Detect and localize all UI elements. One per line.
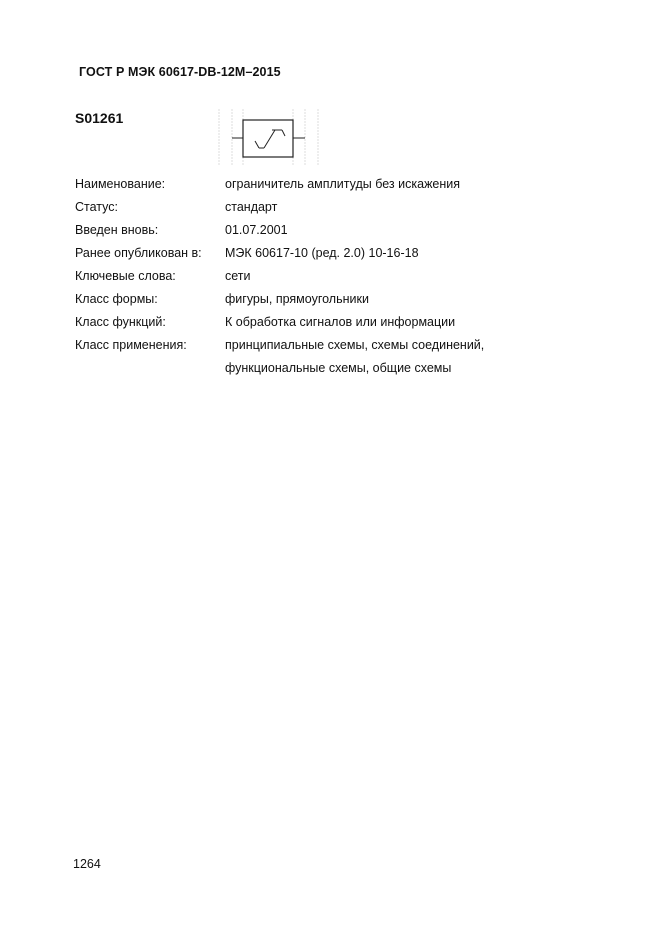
document-header-title: ГОСТ Р МЭК 60617-DB-12M–2015 (79, 65, 281, 79)
property-row (75, 265, 595, 288)
property-value (225, 288, 595, 311)
property-value-line: стандарт (225, 200, 278, 214)
symbol-grid (219, 110, 319, 165)
property-row (75, 196, 595, 219)
property-label: Класс применения: (75, 338, 187, 352)
property-row (75, 311, 595, 334)
property-label: Наименование: (75, 177, 166, 191)
property-label: Класс формы: (75, 292, 158, 306)
property-row (75, 219, 595, 242)
amplitude-limiter-symbol-icon (216, 108, 322, 168)
property-row (75, 242, 595, 265)
property-value-line: функциональные схемы, общие схемы (225, 361, 452, 375)
property-label: Ранее опубликован в: (75, 246, 202, 260)
property-value-line: фигуры, прямоугольники (225, 292, 369, 306)
page-number: 1264 (73, 857, 101, 871)
property-value (225, 219, 595, 242)
property-label: Класс функций: (75, 315, 166, 329)
property-value-line: ограничитель амплитуды без искажения (225, 177, 461, 191)
property-row (75, 334, 595, 380)
property-value (225, 242, 595, 265)
property-label: Статус: (75, 200, 118, 214)
property-value-line: К обработка сигналов или информации (225, 315, 456, 329)
property-value (225, 311, 595, 334)
property-value-line: принципиальные схемы, схемы соединений, (225, 338, 485, 352)
property-label: Введен вновь: (75, 223, 159, 237)
symbol-code: S01261 (75, 110, 124, 126)
property-value-line: МЭК 60617-10 (ред. 2.0) 10-16-18 (225, 246, 419, 260)
property-value (225, 334, 595, 380)
property-value (225, 196, 595, 219)
property-value (225, 265, 595, 288)
property-value-line: 01.07.2001 (225, 223, 288, 237)
property-value-line: сети (225, 269, 251, 283)
property-value (225, 173, 595, 196)
property-row (75, 173, 595, 196)
property-label: Ключевые слова: (75, 269, 176, 283)
symbol-properties (75, 173, 595, 380)
property-row (75, 288, 595, 311)
